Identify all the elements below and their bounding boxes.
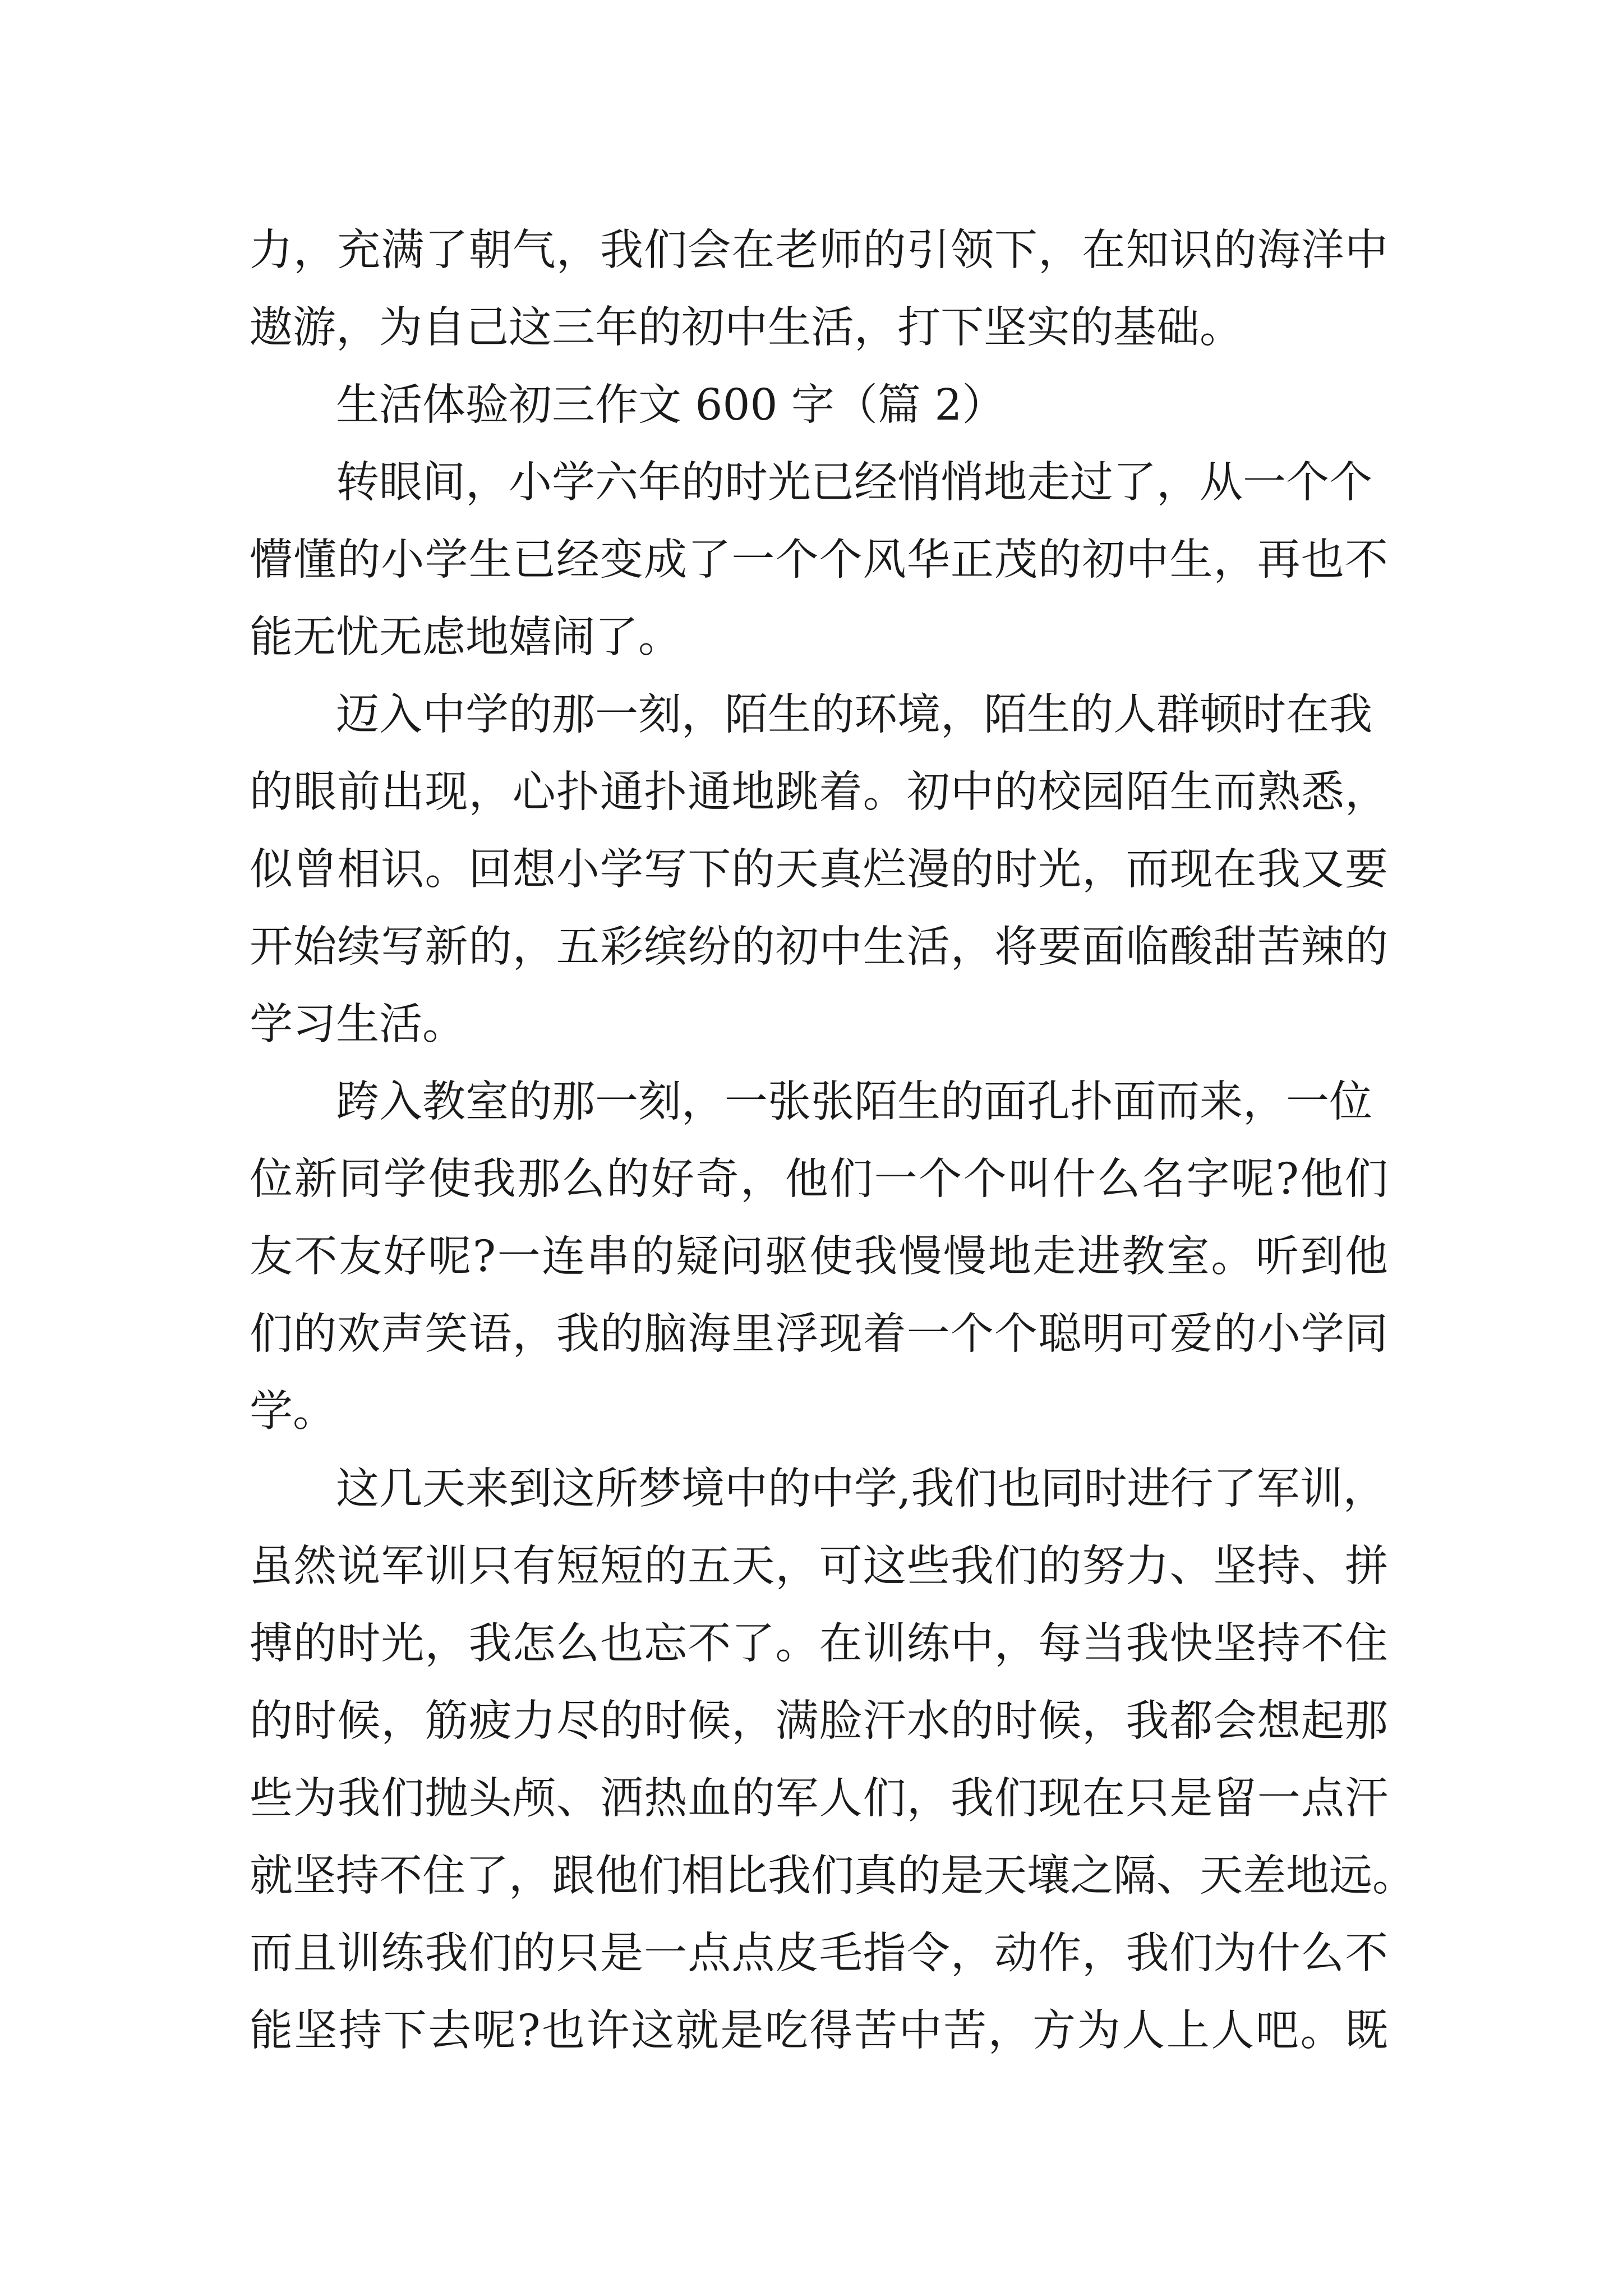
text-line: 的眼前出现，心扑通扑通地跳着。初中的校园陌生而熟悉， xyxy=(250,767,1388,817)
text-line: 懵懂的小学生已经变成了一个个风华正茂的初中生，再也不 xyxy=(250,535,1388,585)
document-body xyxy=(250,212,1415,2070)
body-paragraph xyxy=(250,677,1388,1064)
text-line: 们的欢声笑语，我的脑海里浮现着一个个聪明可爱的小学同 xyxy=(250,1309,1388,1359)
text-line: 学习生活。 xyxy=(250,1000,465,1050)
text-line: 的时候，筋疲力尽的时候，满脸汗水的时候，我都会想起那 xyxy=(250,1696,1388,1746)
text-line: 学。 xyxy=(250,1387,336,1437)
section-heading xyxy=(250,367,1388,444)
text-line: 转眼间，小学六年的时光已经悄悄地走过了，从一个个 xyxy=(336,458,1372,508)
body-paragraph xyxy=(250,1064,1388,1451)
text-line: 似曾相识。回想小学写下的天真烂漫的时光，而现在我又要 xyxy=(250,845,1388,895)
text-line: 虽然说军训只有短短的五天，可这些我们的努力、坚持、拼 xyxy=(250,1542,1388,1591)
text-line: 位新同学使我那么的好奇，他们一个个叫什么名字呢?他们 xyxy=(250,1154,1388,1204)
text-line: 些为我们抛头颅、洒热血的军人们，我们现在只是留一点汗 xyxy=(250,1774,1388,1824)
text-line: 就坚持不住了，跟他们相比我们真的是天壤之隔、天差地远。 xyxy=(250,1851,1415,1901)
body-paragraph xyxy=(250,444,1388,677)
text-line: 开始续写新的，五彩缤纷的初中生活，将要面临酸甜苦辣的 xyxy=(250,922,1388,972)
text-line: 能无忧无虑地嬉闹了。 xyxy=(250,613,681,662)
text-line: 迈入中学的那一刻，陌生的环境，陌生的人群顿时在我 xyxy=(336,690,1372,740)
continuation-paragraph xyxy=(250,212,1388,367)
heading-text: 生活体验初三作文 600 字（篇 2） xyxy=(336,380,1006,430)
body-paragraph xyxy=(250,1451,1415,2070)
text-line: 搏的时光，我怎么也忘不了。在训练中，每当我快坚持不住 xyxy=(250,1619,1388,1669)
text-line: 而且训练我们的只是一点点皮毛指令，动作，我们为什么不 xyxy=(250,1929,1388,1978)
text-line: 友不友好呢?一连串的疑问驱使我慢慢地走进教室。听到他 xyxy=(250,1232,1388,1282)
text-line: 遨游，为自己这三年的初中生活，打下坚实的基础。 xyxy=(250,303,1243,353)
text-line: 能坚持下去呢?也许这就是吃得苦中苦，方为人上人吧。既 xyxy=(250,2006,1388,2056)
text-line: 跨入教室的那一刻，一张张陌生的面孔扑面而来，一位 xyxy=(336,1077,1372,1127)
text-line: 力，充满了朝气，我们会在老师的引领下，在知识的海洋中 xyxy=(250,226,1388,275)
text-line: 这几天来到这所梦境中的中学,我们也同时进行了军训， xyxy=(336,1464,1386,1514)
